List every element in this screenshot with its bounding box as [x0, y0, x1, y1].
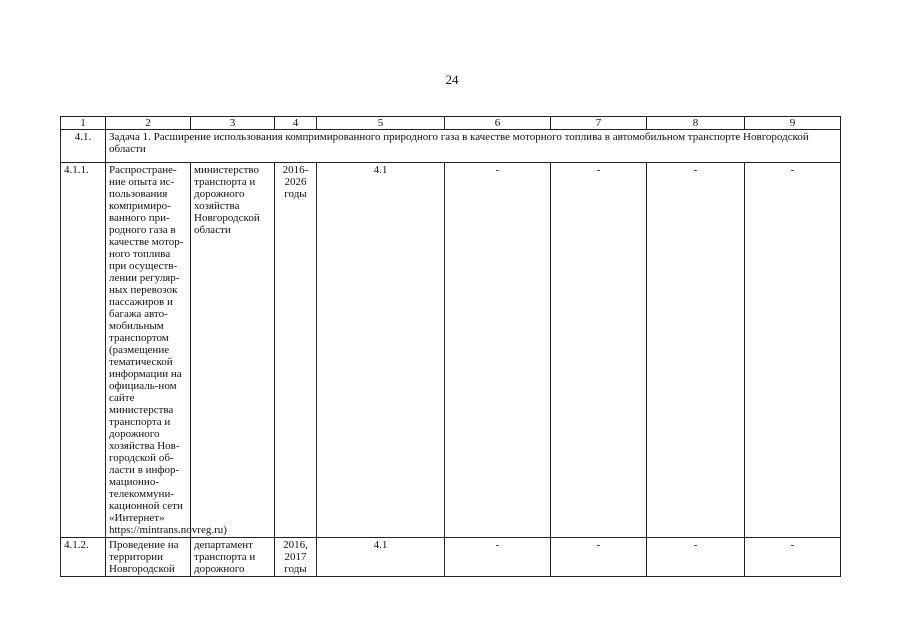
row-description: Проведение на территории Новгородской [106, 538, 191, 577]
column-header: 9 [745, 117, 841, 130]
row-value-7: - [551, 538, 647, 577]
table-row [61, 163, 841, 538]
row-value-6: - [445, 163, 551, 538]
row-executor: департамент транспорта и дорожного [191, 538, 275, 577]
row-executor: министерство транспорта и дорожного хозяйства Новгородской области [191, 163, 275, 538]
row-period: 2016-2026 годы [275, 163, 317, 538]
row-description: Распростране-ние опыта ис-пользования компримиро-ванного при-родного газа в качестве мотор-ного топлива при осуществ-лении регуляр-ных перевозок пассажиров и багажа авто-мобильным транспортом (размещение тематической информации на официаль-ном сайте министерства транспорта и дорожного хозяйства Нов-городской об-ласти в инфор-мационно-телекоммуни-кационной сети «Интернет» https://mintrans.novreg.ru) [106, 163, 191, 538]
column-header: 5 [317, 117, 445, 130]
row-value-7: - [551, 163, 647, 538]
column-header: 8 [647, 117, 745, 130]
row-number: 4.1.1. [61, 163, 106, 538]
column-header: 2 [106, 117, 191, 130]
column-header: 3 [191, 117, 275, 130]
task-text: Задача 1. Расширение использования компримированного природного газа в качестве моторного топлива в автомобильном транспорте Новгородской области [106, 130, 841, 163]
row-value-6: - [445, 538, 551, 577]
row-number: 4.1.2. [61, 538, 106, 577]
row-value-9: - [745, 538, 841, 577]
program-table [60, 116, 841, 577]
row-value-8: - [647, 538, 745, 577]
task-number: 4.1. [61, 130, 106, 163]
page-number: 24 [445, 72, 459, 87]
task-row [61, 130, 841, 163]
row-indicator: 4.1 [317, 163, 445, 538]
column-header: 4 [275, 117, 317, 130]
column-header: 1 [61, 117, 106, 130]
row-value-9: - [745, 163, 841, 538]
column-header: 6 [445, 117, 551, 130]
row-value-8: - [647, 163, 745, 538]
row-indicator: 4.1 [317, 538, 445, 577]
column-header: 7 [551, 117, 647, 130]
table-row [61, 538, 841, 577]
row-period: 2016, 2017 годы [275, 538, 317, 577]
header-row [61, 117, 841, 130]
